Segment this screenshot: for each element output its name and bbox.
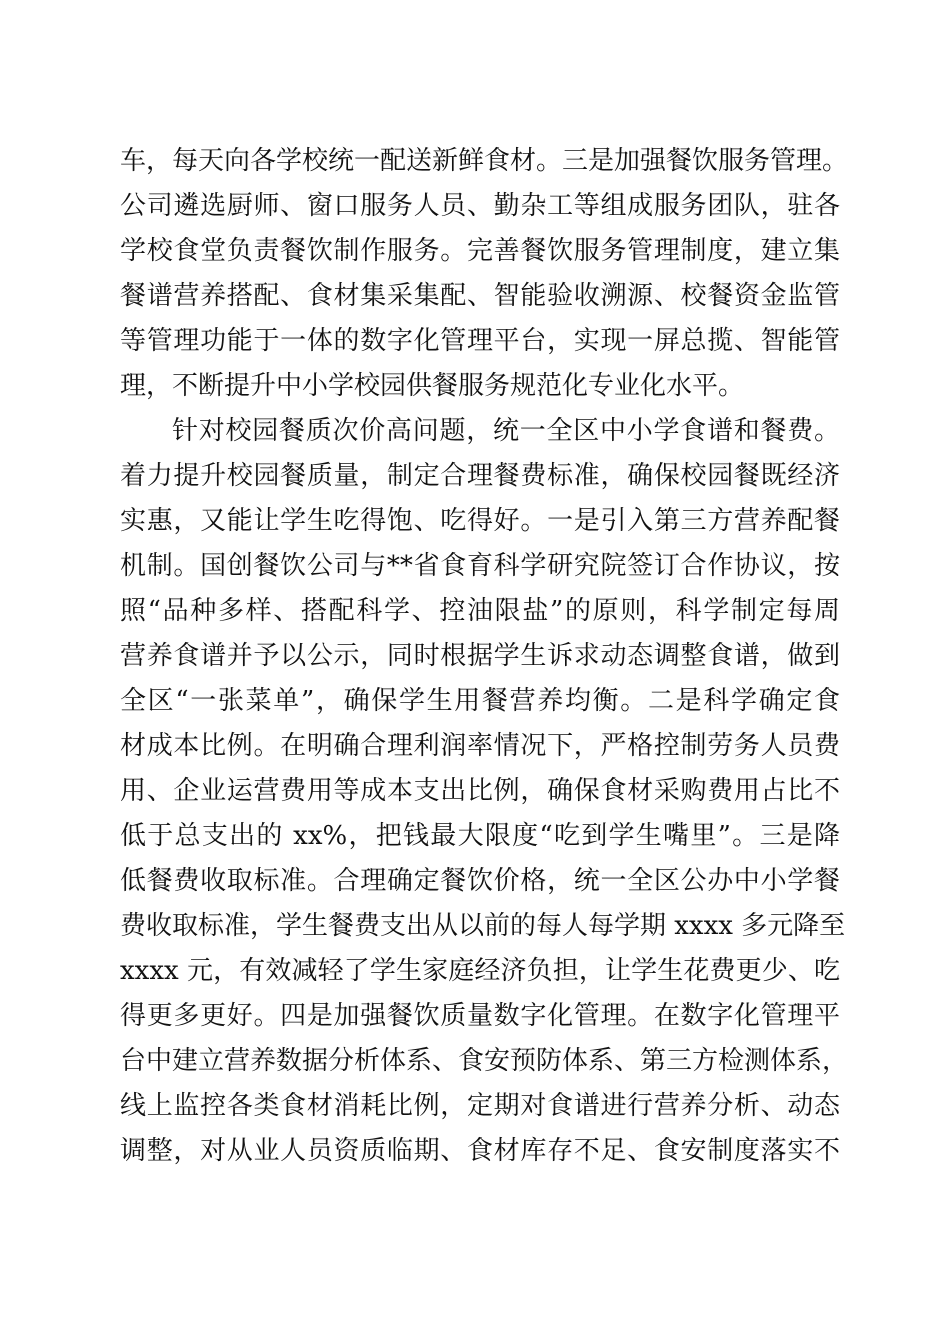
- paragraph-1: [120, 139, 849, 409]
- text-line: 低于总支出的 xx%，把钱最大限度“吃到学生嘴里”。三是降: [120, 821, 840, 851]
- text-line: 照“品种多样、搭配科学、控油限盐”的原则，科学制定每周: [120, 596, 840, 626]
- document-page: [120, 139, 849, 1174]
- text-line: 等管理功能于一体的数字化管理平台，实现一屏总揽、智能管: [120, 326, 840, 356]
- text-line: 针对校园餐质次价高问题，统一全区中小学食谱和餐费。: [172, 416, 840, 446]
- text-line: 学校食堂负责餐饮制作服务。完善餐饮服务管理制度，建立集: [120, 236, 840, 266]
- text-line: 台中建立营养数据分析体系、食安预防体系、第三方检测体系，: [120, 1046, 849, 1076]
- text-line: 实惠，又能让学生吃得饱、吃得好。一是引入第三方营养配餐: [120, 506, 840, 536]
- text-line: 线上监控各类食材消耗比例，定期对食谱进行营养分析、动态: [120, 1091, 840, 1121]
- text-line: 着力提升校园餐质量，制定合理餐费标准，确保校园餐既经济: [120, 461, 840, 491]
- text-line: 全区“一张菜单”，确保学生用餐营养均衡。二是科学确定食: [120, 686, 840, 716]
- text-line: 低餐费收取标准。合理确定餐饮价格，统一全区公办中小学餐: [120, 866, 840, 896]
- text-line: 费收取标准，学生餐费支出从以前的每人每学期 xxxx 多元降至: [120, 911, 846, 941]
- paragraph-2: [120, 409, 849, 1174]
- text-line: 车，每天向各学校统一配送新鲜食材。三是加强餐饮服务管理。: [120, 146, 849, 176]
- text-line: 公司遴选厨师、窗口服务人员、勤杂工等组成服务团队，驻各: [120, 191, 840, 221]
- text-line: 理，不断提升中小学校园供餐服务规范化专业化水平。: [120, 371, 745, 401]
- text-line: 调整，对从业人员资质临期、食材库存不足、食安制度落实不: [120, 1136, 840, 1166]
- text-line: 餐谱营养搭配、食材集采集配、智能验收溯源、校餐资金监管: [120, 281, 840, 311]
- text-line: 得更多更好。四是加强餐饮质量数字化管理。在数字化管理平: [120, 1001, 840, 1031]
- text-line: xxxx 元，有效减轻了学生家庭经济负担，让学生花费更少、吃: [120, 956, 840, 986]
- text-line: 材成本比例。在明确合理利润率情况下，严格控制劳务人员费: [120, 731, 840, 761]
- text-line: 机制。国创餐饮公司与**省食育科学研究院签订合作协议，按: [120, 551, 840, 581]
- text-line: 用、企业运营费用等成本支出比例，确保食材采购费用占比不: [120, 776, 840, 806]
- text-line: 营养食谱并予以公示，同时根据学生诉求动态调整食谱，做到: [120, 641, 840, 671]
